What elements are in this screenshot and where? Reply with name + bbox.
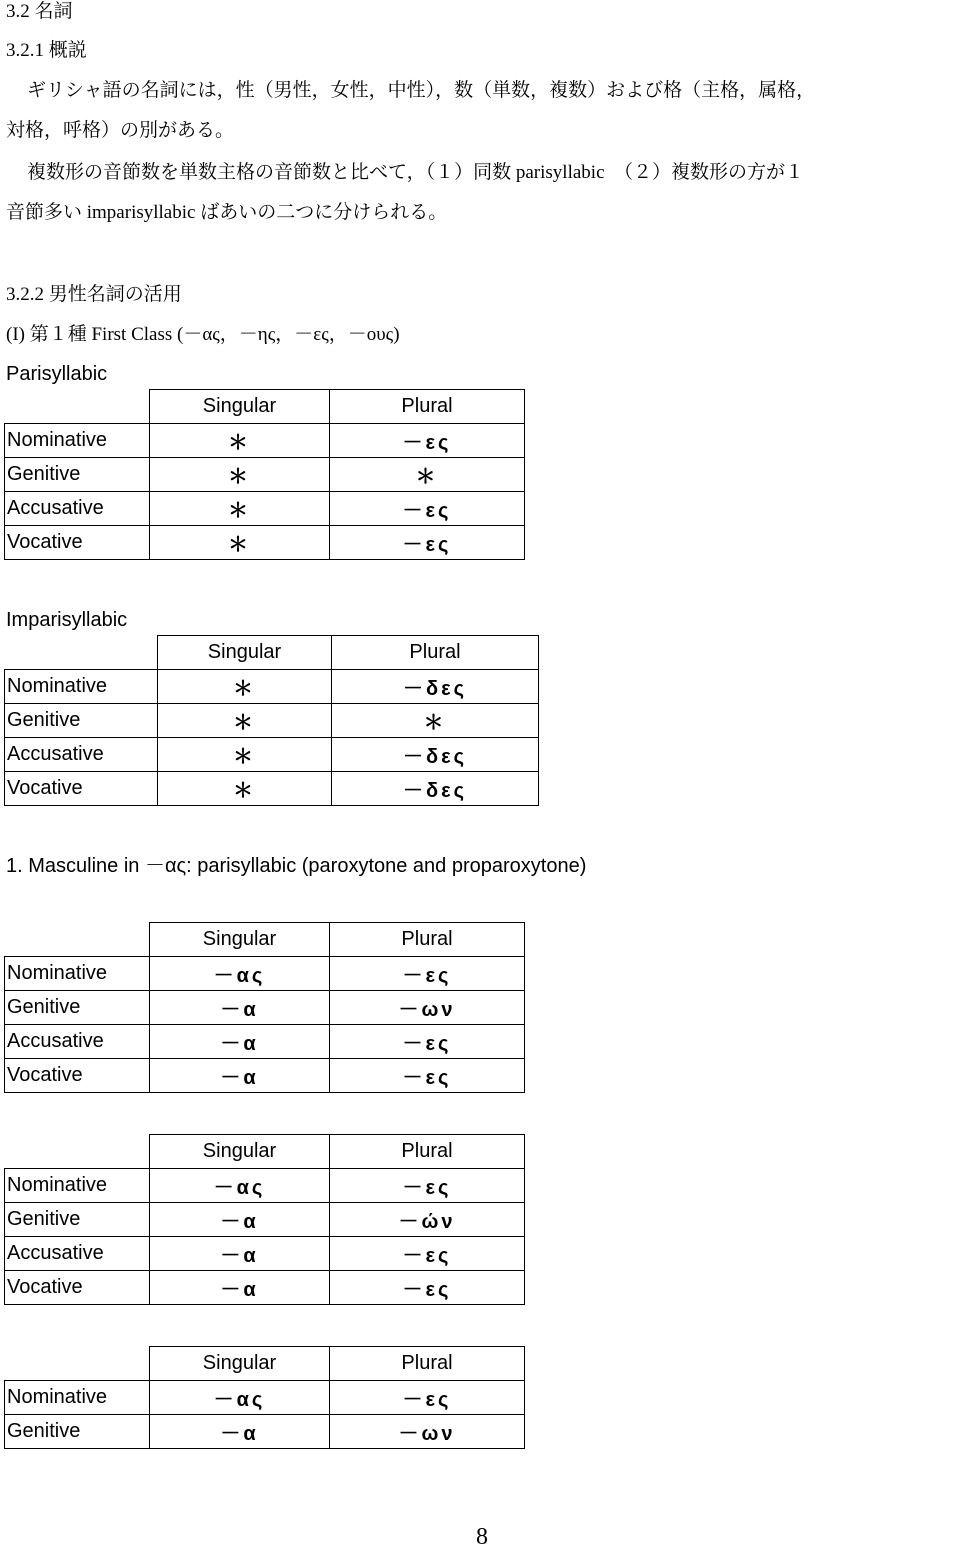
case-label: Nominative [5,1381,150,1415]
case-label: Accusative [5,738,158,772]
table-row [5,1059,525,1093]
overview-paragraph-2-line-1: 複数形の音節数を単数主格の音節数と比べて，（１）同数 parisyllabic （２）複数形の方が１ [27,162,805,183]
plural-ending: －δες [332,772,539,806]
case-label: Genitive [5,704,158,738]
table-row [5,492,525,526]
case-label: Nominative [5,1169,150,1203]
header-singular: Singular [150,390,330,424]
plural-ending: －ες [330,1025,525,1059]
singular-ending: ＊ [150,526,330,560]
table-header-row [5,1135,525,1169]
singular-ending: －α [150,1237,330,1271]
header-singular: Singular [150,923,330,957]
header-plural: Plural [330,1135,525,1169]
overview-paragraph-2-line-2: 音節多い imparisyllabic ばあいの二つに分けられる。 [6,202,448,223]
plural-ending: －ες [330,1271,525,1305]
case-label: Vocative [5,772,158,806]
header-corner [5,1135,150,1169]
overview-heading: 3.2.1 概説 [6,40,87,61]
plural-ending: －ων [330,1415,525,1449]
header-plural: Plural [330,923,525,957]
plural-ending: －ες [330,1381,525,1415]
table-row [5,772,539,806]
section-heading: 3.2 名詞 [6,1,73,22]
table-row [5,704,539,738]
imparisyllabic-table [4,635,539,806]
header-singular: Singular [150,1135,330,1169]
case-label: Genitive [5,1415,150,1449]
case-label: Vocative [5,1271,150,1305]
singular-ending: ＊ [158,670,332,704]
table-header-row [5,923,525,957]
plural-ending: －ων [330,991,525,1025]
case-label: Nominative [5,670,158,704]
parisyllabic-label: Parisyllabic [6,363,108,385]
plural-ending: －δες [332,738,539,772]
masculine-as-heading: 1. Masculine in －ας: parisyllabic (paroxytone and proparoxytone) [6,855,587,877]
singular-ending: －α [150,991,330,1025]
overview-paragraph-1-line-1: ギリシャ語の名詞には，性（男性，女性，中性），数（単数，複数）および格（主格，属格， [27,80,816,101]
singular-ending: －ας [150,957,330,991]
table-row [5,957,525,991]
case-label: Vocative [5,1059,150,1093]
masculine-heading: 3.2.2 男性名詞の活用 [6,284,182,305]
plural-ending: －ες [330,492,525,526]
overview-paragraph-1-line-2: 対格，呼格）の別がある。 [6,120,235,141]
header-corner [5,1347,150,1381]
case-label: Genitive [5,1203,150,1237]
singular-ending: －α [150,1415,330,1449]
plural-ending: ＊ [332,704,539,738]
table-header-row [5,390,525,424]
singular-ending: －ας [150,1381,330,1415]
table-header-row [5,1347,525,1381]
singular-ending: ＊ [158,704,332,738]
parisyllabic-table [4,389,525,560]
plural-ending: ＊ [330,458,525,492]
case-label: Genitive [5,458,150,492]
table-row [5,1169,525,1203]
singular-ending: ＊ [150,458,330,492]
header-corner [5,636,158,670]
table-row [5,1203,525,1237]
table-header-row [5,636,539,670]
header-corner [5,923,150,957]
header-singular: Singular [158,636,332,670]
singular-ending: －α [150,1025,330,1059]
singular-ending: －α [150,1203,330,1237]
plural-ending: －δες [332,670,539,704]
singular-ending: ＊ [158,772,332,806]
plural-ending: －ες [330,526,525,560]
table-row [5,1237,525,1271]
table-row [5,670,539,704]
case-label: Nominative [5,424,150,458]
plural-ending: －ες [330,424,525,458]
page-number: 8 [476,1524,488,1550]
case-label: Nominative [5,957,150,991]
masculine-as-table-2 [4,1134,525,1305]
plural-ending: －ες [330,1059,525,1093]
singular-ending: ＊ [150,424,330,458]
table-row [5,458,525,492]
singular-ending: ＊ [150,492,330,526]
header-plural: Plural [330,1347,525,1381]
imparisyllabic-label: Imparisyllabic [6,609,128,631]
singular-ending: －α [150,1059,330,1093]
header-plural: Plural [332,636,539,670]
plural-ending: －ες [330,957,525,991]
case-label: Genitive [5,991,150,1025]
case-label: Accusative [5,1025,150,1059]
case-label: Accusative [5,492,150,526]
case-label: Accusative [5,1237,150,1271]
table-row [5,1381,525,1415]
table-row [5,424,525,458]
plural-ending: －ες [330,1169,525,1203]
singular-ending: －α [150,1271,330,1305]
masculine-as-table-3 [4,1346,525,1449]
case-label: Vocative [5,526,150,560]
header-corner [5,390,150,424]
singular-ending: ＊ [158,738,332,772]
table-row [5,991,525,1025]
plural-ending: －ες [330,1237,525,1271]
singular-ending: －ας [150,1169,330,1203]
header-singular: Singular [150,1347,330,1381]
table-row [5,1025,525,1059]
first-class-heading: (I) 第１種 First Class (－ας，－ης，－ες，－ους) [6,324,400,345]
table-row [5,1271,525,1305]
table-row [5,526,525,560]
header-plural: Plural [330,390,525,424]
table-row [5,738,539,772]
table-row [5,1415,525,1449]
masculine-as-table-1 [4,922,525,1093]
plural-ending: －ών [330,1203,525,1237]
